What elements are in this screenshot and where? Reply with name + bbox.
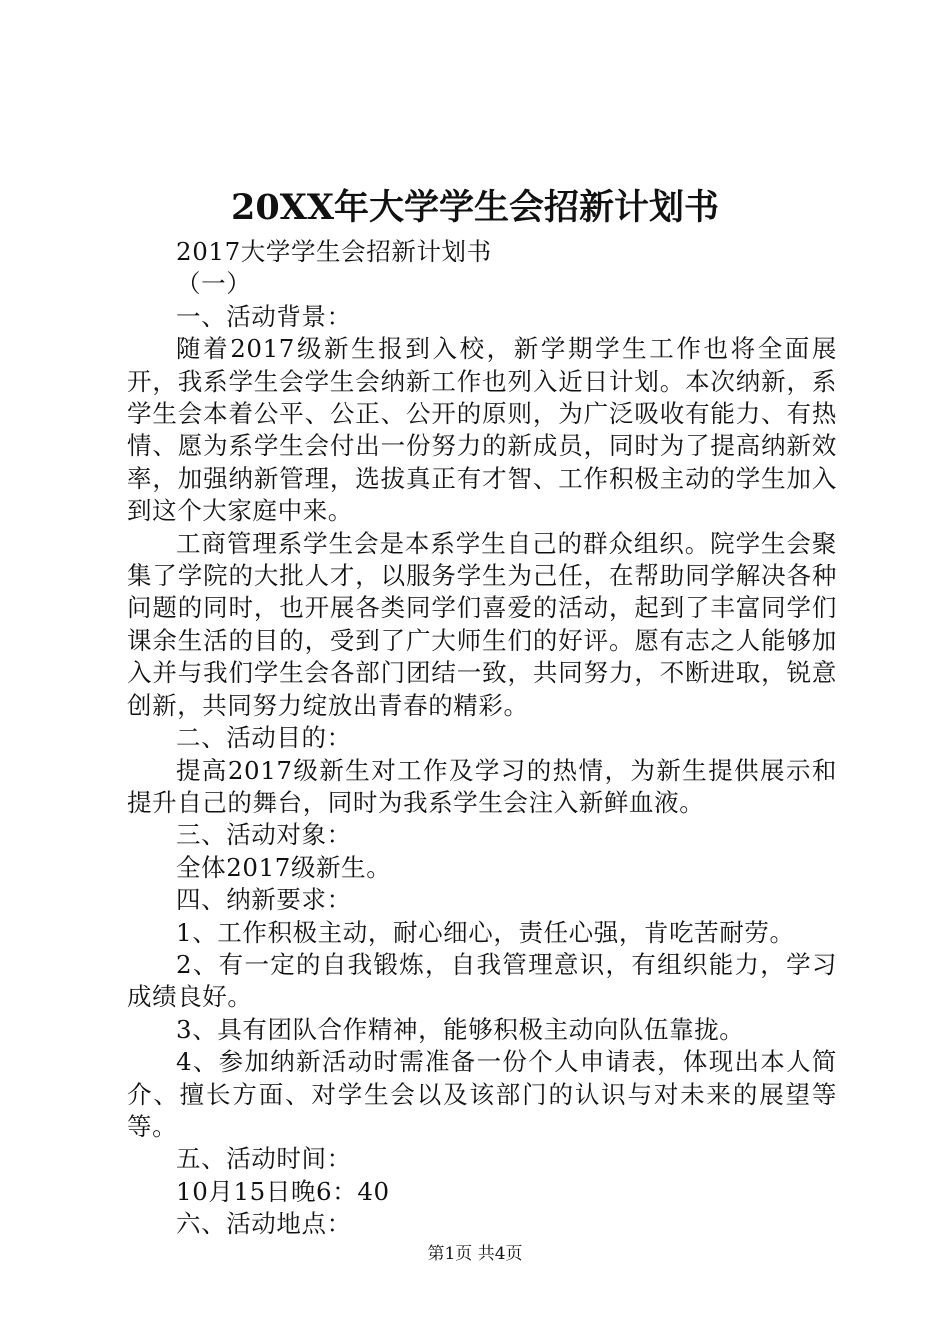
- requirement-item: 4、参加纳新活动时需准备一份个人申请表，体现出本人简介、擅长方面、对学生会以及该部门的认识与对未来的展望等等。: [127, 1047, 837, 1141]
- heading-purpose: 二、活动目的：: [176, 723, 352, 753]
- paragraph-purpose: 提高2017级新生对工作及学习的热情，为新生提供展示和提升自己的舞台，同时为我系学生会注入新鲜血液。: [127, 755, 837, 817]
- paragraph-background: 随着2017级新生报到入校，新学期学生工作也将全面展开，我系学生会学生会纳新工作也列入近日计划。本次纳新，系学生会本着公平、公正、公开的原则，为广泛吸收有能力、有热情、愿为系学生会付出一份努力的新成员，同时为了提高纳新效率，加强纳新管理，选拔真正有才智、工作积极主动的学生加入到这个大家庭中来。: [127, 334, 837, 526]
- heading-requirements: 四、纳新要求：: [176, 885, 352, 915]
- paragraph-target: 全体2017级新生。: [176, 852, 392, 882]
- subtitle-paragraph: 2017大学学生会招新计划书: [176, 237, 492, 266]
- document-body: [127, 236, 837, 1241]
- heading-location: 六、活动地点：: [176, 1209, 352, 1239]
- requirement-item: 1、工作积极主动，耐心细心，责任心强，肯吃苦耐劳。: [176, 917, 795, 947]
- document-title: 20XX年大学学生会招新计划书: [230, 187, 720, 228]
- paragraph-time: 10月15日晚6：40: [176, 1176, 390, 1206]
- paragraph-introduction: 工商管理系学生会是本系学生自己的群众组织。院学生会聚集了学院的大批人才，以服务学生为己任，在帮助同学解决各种问题的同时，也开展各类同学们喜爱的活动，起到了丰富同学们课余生活的目的，受到了广大师生们的好评。愿有志之人能够加入并与我们学生会各部门团结一致，共同努力，不断进取，锐意创新，共同努力绽放出青春的精彩。: [127, 528, 837, 720]
- page-footer: 第1页 共4页: [427, 1244, 523, 1264]
- heading-target: 三、活动对象：: [176, 820, 352, 850]
- heading-background: 一、活动背景：: [176, 301, 352, 331]
- section-number: （一）: [176, 269, 252, 299]
- requirement-item: 2、有一定的自我锻炼，自我管理意识，有组织能力，学习成绩良好。: [127, 949, 837, 1012]
- heading-time: 五、活动时间：: [176, 1144, 352, 1174]
- requirement-item: 3、具有团队合作精神，能够积极主动向队伍靠拢。: [176, 1014, 745, 1044]
